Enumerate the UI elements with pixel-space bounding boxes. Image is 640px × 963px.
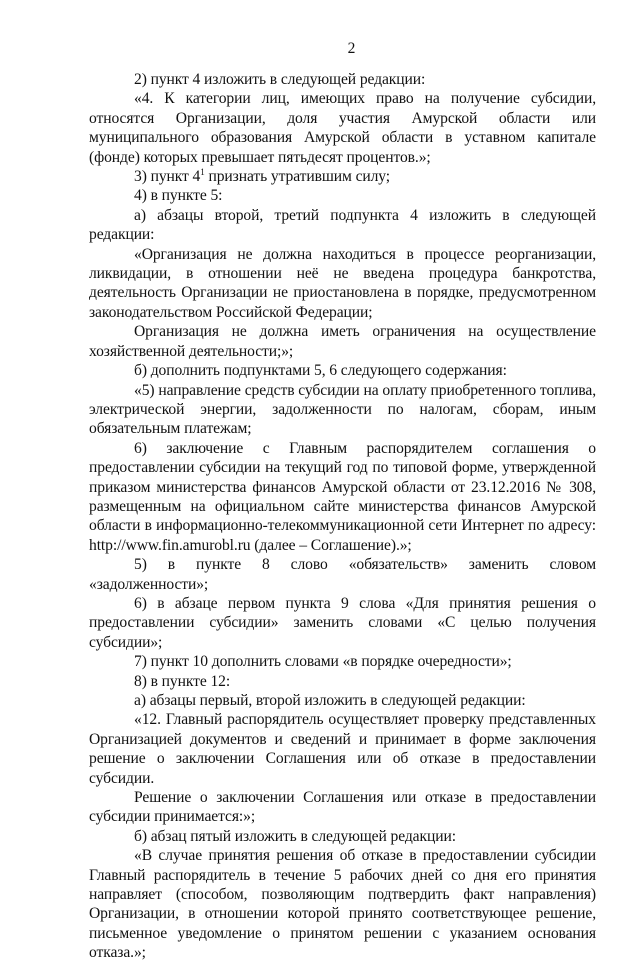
paragraph-text: 3) пункт 4 bbox=[134, 168, 201, 186]
paragraph: «5) направление средств субсидии на оплату приобретенного топлива, электрической энергии, задолженности по налогам, сборам, иным обязательным платежам; bbox=[89, 381, 596, 438]
paragraph: «В случае принятия решения об отказе в предоставлении субсидии Главный распорядитель в течение 5 рабочих дней со дня его принятия направляет (способом, позволяющим подтвердить факт направления) Организации, в отношении которой принято соответствующее решение, письменное уведомление о принятом решении с указанием основания отказа.»; bbox=[89, 847, 596, 962]
paragraph: Организация не должна иметь ограничения на осуществление хозяйственной деятельности;»; bbox=[89, 323, 596, 360]
paragraph: б) дополнить подпунктами 5, 6 следующего содержания: bbox=[134, 362, 507, 380]
paragraph: «4. К категории лиц, имеющих право на получение субсидии, относятся Организации, доля участия Амурской области или муниципального образования Амурской области в уставном капитале (фонде) которых превышает пятьдесят процентов.»; bbox=[89, 90, 596, 166]
page-number: 2 bbox=[347, 40, 356, 57]
paragraph: Решение о заключении Соглашения или отказе в предоставлении субсидии принимается:»; bbox=[89, 789, 596, 826]
paragraph: 2) пункт 4 изложить в следующей редакции: bbox=[134, 71, 426, 88]
paragraph: «12. Главный распорядитель осуществляет проверку представленных Организацией документов и сведений и принимает в форме заключения решение о заключении Соглашения или об отказе в предоставлении субсидии. bbox=[89, 711, 596, 787]
paragraph-text: признать утратившим силу; bbox=[204, 168, 391, 186]
paragraph bbox=[89, 167, 596, 186]
paragraph: а) абзацы второй, третий подпункта 4 изложить в следующей редакции: bbox=[89, 206, 596, 244]
superscript: 1 bbox=[200, 167, 205, 178]
paragraph: 5) в пункте 8 слово «обязательств» заменить словом «задолженности»; bbox=[89, 556, 596, 593]
paragraph: 7) пункт 10 дополнить словами «в порядке очередности»; bbox=[134, 653, 512, 671]
paragraph: 6) заключение с Главным распорядителем соглашения о предоставлении субсидии на текущий год по типовой форме, утвержденной приказом министерства финансов Амурской области от 23.12.2016 № 308, размещенным на официальном сайте министерства финансов Амурской области в информационно-телекоммуникационной сети Интернет по адресу: http://www.fin.amurobl.ru (далее – Соглашение).»; bbox=[89, 439, 596, 554]
paragraph: 8) в пункте 12: bbox=[134, 672, 231, 690]
paragraph: 4) в пункте 5: bbox=[134, 187, 223, 205]
paragraph: «Организация не должна находиться в процессе реорганизации, ликвидации, в отношении неё не введена процедура банкротства, деятельность Организации не приостановлена в порядке, предусмотренном законодательством Российской Федерации; bbox=[89, 245, 596, 321]
paragraph: а) абзацы первый, второй изложить в следующей редакции: bbox=[134, 692, 526, 709]
paragraph: б) абзац пятый изложить в следующей редакции: bbox=[134, 827, 456, 845]
paragraph: 6) в абзаце первом пункта 9 слова «Для принятия решения о предоставлении субсидии» заменить словами «С целью получения субсидии»; bbox=[89, 594, 596, 651]
